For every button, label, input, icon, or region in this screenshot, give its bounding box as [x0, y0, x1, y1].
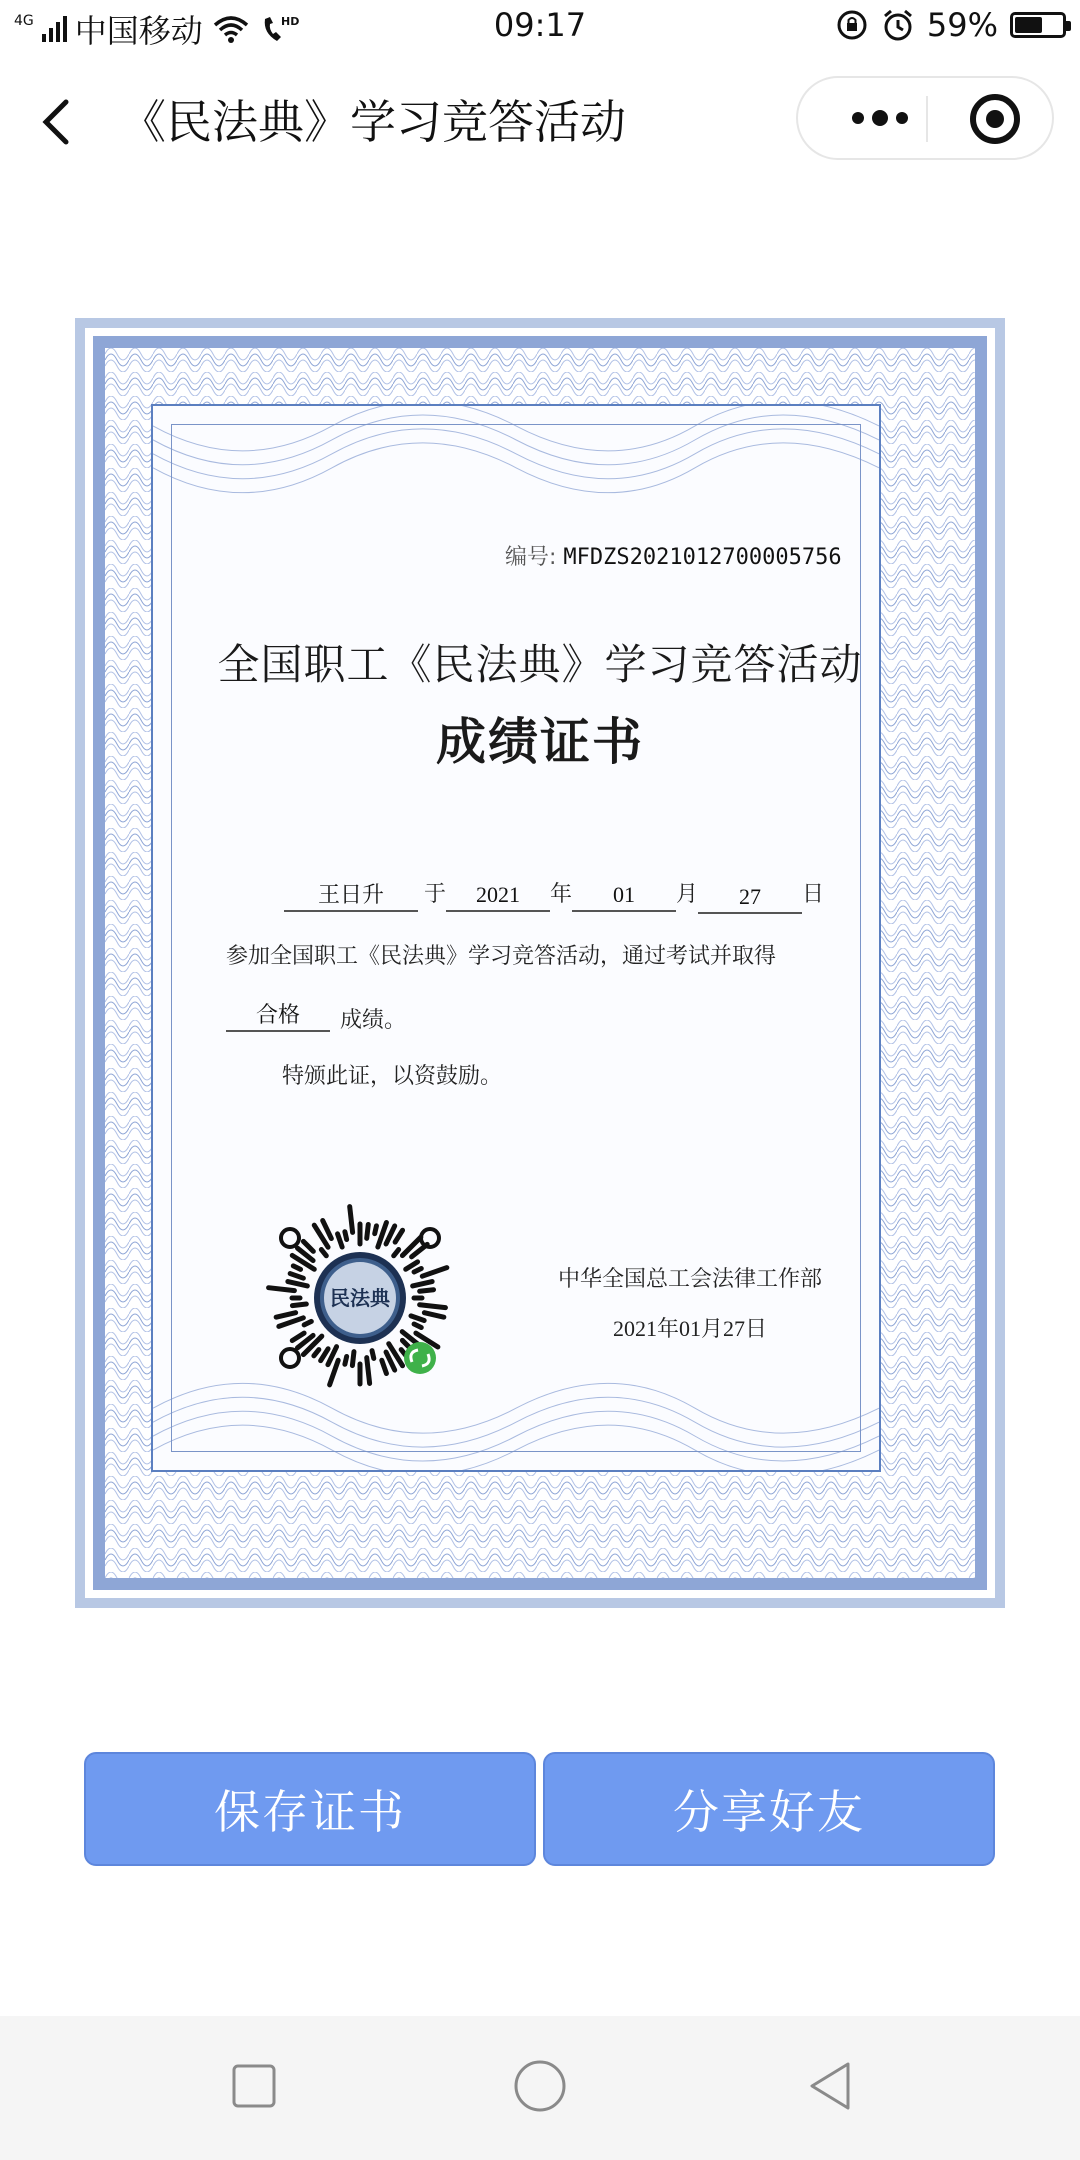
target-close-icon[interactable] [960, 84, 1030, 154]
battery-icon [1010, 12, 1066, 38]
qr-ray [293, 1266, 300, 1269]
qr-ray [292, 1304, 306, 1306]
qr-ray [269, 1288, 295, 1291]
issuer-name: 中华全国总工会法律工作部 [557, 1267, 822, 1292]
carrier-name: 中国移动 [74, 12, 203, 50]
capsule-menu [796, 76, 1054, 160]
qr-ray [350, 1207, 353, 1233]
day-unit: 日 [802, 882, 825, 907]
qr-ray [367, 1358, 370, 1384]
qr-ray [414, 1324, 421, 1327]
qr-ray [338, 1234, 343, 1247]
qr-ray [352, 1352, 354, 1366]
yu-text: 于 [424, 882, 447, 907]
qr-ray [394, 1250, 399, 1256]
qr-ray [345, 1232, 347, 1240]
qr-ray [424, 1313, 443, 1317]
page-title: 《民法典》学习竞答活动 [120, 95, 626, 149]
month-value: 01 [572, 880, 676, 912]
recent-apps-icon[interactable] [224, 2056, 284, 2116]
battery-percent: 59% [926, 6, 998, 44]
status-bar [0, 0, 1080, 56]
grade-suffix: 成绩。 [340, 1008, 407, 1033]
more-dots-icon[interactable] [836, 78, 926, 158]
qr-ray [345, 1356, 347, 1364]
serial-label: 编号: [505, 545, 557, 570]
qr-ray [420, 1305, 446, 1308]
qr-ray [414, 1268, 421, 1271]
svg-text:HD: HD [280, 15, 299, 28]
qr-ray [279, 1318, 304, 1327]
issue-date: 2021年01月27日 [612, 1316, 767, 1341]
clock: 09:17 [493, 6, 587, 44]
certificate-subtitle: 成绩证书 [436, 714, 644, 770]
qr-ray [375, 1226, 377, 1234]
closing-text: 特颁此证，以资鼓励。 [282, 1064, 503, 1089]
qr-ray [288, 1282, 307, 1286]
year-unit: 年 [550, 882, 573, 907]
qr-ray [292, 1333, 304, 1340]
share-friends-button[interactable]: 分享好友 [543, 1752, 995, 1866]
mini-program-qr-code [260, 1198, 460, 1398]
qr-ray [304, 1321, 311, 1324]
serial-value: MFDZS2021012700005756 [563, 545, 842, 570]
qr-ray [290, 1274, 303, 1279]
back-triangle-icon[interactable] [800, 2056, 860, 2116]
qr-ray [372, 1351, 374, 1359]
battery-fill [1015, 17, 1042, 33]
save-certificate-button[interactable]: 保存证书 [84, 1752, 536, 1866]
qr-ray [276, 1313, 295, 1317]
qr-ray [420, 1290, 434, 1292]
qr-ray [303, 1241, 313, 1251]
qr-ray [406, 1262, 418, 1269]
certificate-body: 参加全国职工《民法典》学习竞答活动，通过考试并取得 [226, 944, 777, 969]
qr-ray [395, 1230, 402, 1242]
capsule-divider [926, 96, 928, 142]
month-unit: 月 [676, 882, 699, 907]
alarm-icon [881, 8, 915, 42]
mini-program-navbar [0, 62, 1080, 182]
day-value: 27 [698, 882, 802, 914]
qr-ray [413, 1282, 432, 1286]
rotation-lock-icon [835, 8, 869, 42]
qr-ray [314, 1350, 319, 1356]
network-type: 4G [14, 13, 34, 29]
chevron-left-icon[interactable] [30, 90, 90, 154]
status-right [835, 6, 1066, 44]
serial-number [505, 540, 842, 571]
certificate-title: 全国职工《民法典》学习竞答活动 [217, 643, 863, 689]
home-icon[interactable] [510, 2056, 570, 2116]
qr-logo-text: 民法典 [330, 1286, 390, 1310]
year-value: 2021 [446, 880, 550, 912]
qr-ray [367, 1224, 369, 1238]
recipient-name: 王日升 [284, 880, 418, 912]
grade-value: 合格 [226, 1000, 330, 1032]
system-navigation-bar [0, 2016, 1080, 2160]
qr-ray [321, 1349, 328, 1361]
qr-ray [321, 1250, 326, 1256]
qr-ray [422, 1268, 447, 1277]
qr-ray [382, 1360, 387, 1373]
qr-ray [411, 1316, 424, 1321]
qr-ray [323, 1221, 332, 1239]
